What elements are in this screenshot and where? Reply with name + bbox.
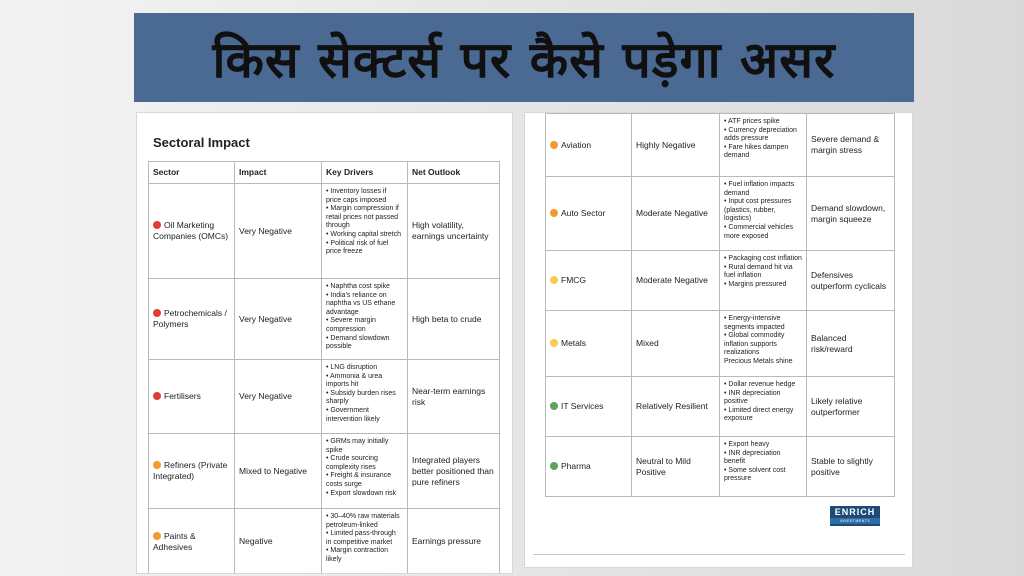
status-dot-icon (550, 276, 558, 284)
right-document-panel (524, 112, 913, 568)
driver-item: • Severe margin compression (326, 317, 376, 333)
status-dot-icon (153, 532, 161, 540)
table-row (546, 114, 895, 177)
driver-item: • Demand slowdown possible (326, 334, 390, 351)
header-net-outlook: Net Outlook (408, 162, 500, 184)
banner-title: किस सेक्टर्स पर कैसे पड़ेगा असर (212, 30, 836, 89)
driver-item: • Margin compression if retail prices not passed through (326, 205, 399, 230)
sector-name: Auto Sector (561, 208, 606, 218)
status-dot-icon (153, 461, 161, 469)
sector-cell (149, 279, 235, 360)
impact-cell: Very Negative (235, 360, 322, 434)
driver-item: • Packaging cost inflation (724, 255, 802, 262)
key-drivers-cell (720, 114, 807, 177)
driver-item: • Commercial vehicles more exposed (724, 223, 793, 240)
driver-item: • INR depreciation positive (724, 389, 781, 406)
table-row (546, 311, 895, 377)
sector-cell (149, 360, 235, 434)
sector-cell (546, 377, 632, 437)
driver-item: • Fuel inflation impacts demand (724, 181, 795, 197)
status-dot-icon (550, 402, 558, 410)
net-outlook-cell: Stable to slightly positive (807, 437, 895, 497)
impact-cell: Mixed (632, 311, 720, 377)
impact-cell: Moderate Negative (632, 251, 720, 311)
panel-title: Sectoral Impact (153, 135, 250, 150)
sector-cell (546, 251, 632, 311)
net-outlook-cell: Integrated players better positioned than pure refiners (408, 434, 500, 509)
driver-item: • Inventory losses if price caps imposed (326, 188, 387, 204)
sector-name: Metals (561, 338, 587, 348)
driver-item: • Working capital stretch (326, 230, 402, 238)
key-drivers-cell (720, 437, 807, 497)
table-row (546, 177, 895, 251)
net-outlook-cell: Demand slowdown, margin squeeze (807, 177, 895, 251)
table-row (149, 184, 500, 279)
table-row (149, 434, 500, 509)
status-dot-icon (550, 339, 558, 347)
net-outlook-cell: Earnings pressure (408, 509, 500, 575)
key-drivers-cell (322, 184, 408, 279)
driver-item: • Some solvent cost pressure (724, 466, 786, 483)
title-banner (134, 13, 914, 102)
driver-item: • Political risk of fuel price freeze (326, 239, 389, 256)
key-drivers-cell (720, 311, 807, 377)
status-dot-icon (153, 309, 161, 317)
sector-cell (149, 434, 235, 509)
sector-name: Refiners (Private Integrated) (153, 460, 228, 481)
status-dot-icon (550, 141, 558, 149)
sector-name: Fertilisers (164, 391, 201, 401)
net-outlook-cell: Severe demand & margin stress (807, 114, 895, 177)
sector-impact-table-left (148, 161, 500, 574)
status-dot-icon (153, 221, 161, 229)
sector-name: Oil Marketing Companies (OMCs) (153, 220, 229, 241)
sector-cell (546, 114, 632, 177)
net-outlook-cell: Defensives outperform cyclicals (807, 251, 895, 311)
driver-item: • Ammonia & urea imports hit (326, 372, 383, 389)
table-row (149, 509, 500, 575)
driver-item: • Crude sourcing complexity rises (326, 455, 378, 471)
sector-cell (149, 509, 235, 575)
net-outlook-cell: High volatility, earnings uncertainty (408, 184, 500, 279)
driver-item: • Subsidy burden rises sharply (326, 389, 396, 406)
table-row (546, 377, 895, 437)
logo-main-text: ENRICH (834, 507, 876, 517)
key-drivers-cell (322, 434, 408, 509)
driver-item: • Energy-intensive segments impacted (724, 315, 785, 331)
sector-name: FMCG (561, 275, 587, 285)
key-drivers-cell (720, 177, 807, 251)
sector-cell (546, 311, 632, 377)
enrich-investments-logo (830, 506, 880, 526)
key-drivers-cell (322, 279, 408, 360)
impact-cell: Relatively Resilient (632, 377, 720, 437)
page-bottom-divider (533, 554, 905, 555)
sector-name: Aviation (561, 139, 592, 150)
key-drivers-cell (322, 360, 408, 434)
impact-cell: Negative (235, 509, 322, 575)
sector-name: Petrochemicals / Polymers (153, 308, 227, 329)
impact-cell: Highly Negative (632, 114, 720, 177)
left-document-panel (136, 112, 513, 574)
impact-cell: Mixed to Negative (235, 434, 322, 509)
net-outlook-cell: High beta to crude (408, 279, 500, 360)
driver-item: • Export slowdown risk (326, 489, 397, 497)
driver-item: • INR depreciation benefit (724, 449, 781, 466)
driver-item: • Input cost pressures (plastics, rubber, logistics) (724, 198, 792, 223)
driver-item: • Margin contraction likely (326, 547, 388, 563)
driver-item: • Export heavy (724, 441, 770, 448)
driver-item: • LNG disruption (326, 364, 378, 371)
header-key-drivers: Key Drivers (322, 162, 408, 184)
sector-name: Paints & Adhesives (153, 530, 196, 552)
driver-item: • Rural demand hit via fuel inflation (724, 263, 793, 280)
driver-item: • Margins pressured (724, 280, 787, 288)
table-row (546, 437, 895, 497)
key-drivers-cell (720, 251, 807, 311)
driver-item: • Naphtha cost spike (326, 283, 390, 290)
status-dot-icon (550, 462, 558, 470)
driver-item: • Limited pass-through in competitive market (326, 530, 396, 546)
table-row (149, 360, 500, 434)
table-header-row (149, 162, 500, 184)
sector-cell (149, 184, 235, 279)
driver-item: • ATF prices spike (724, 118, 780, 125)
header-impact: Impact (235, 162, 322, 184)
driver-item: • Freight & insurance costs surge (326, 472, 392, 488)
key-drivers-cell (720, 377, 807, 437)
net-outlook-cell: Likely relative outperformer (807, 377, 895, 437)
net-outlook-cell: Near-term earnings risk (408, 360, 500, 434)
driver-item: Precious Metals shine (724, 357, 793, 365)
driver-item: • Limited direct energy exposure (724, 406, 794, 423)
driver-item: • India's reliance on naphtha vs US ethane advantage (326, 291, 396, 316)
driver-item: • Fare hikes dampen demand (724, 143, 789, 160)
sector-cell (546, 437, 632, 497)
impact-cell: Very Negative (235, 279, 322, 360)
table-row (546, 251, 895, 311)
net-outlook-cell: Balanced risk/reward (807, 311, 895, 377)
logo-sub-text: INVESTMENTS (830, 518, 880, 524)
driver-item: • GRMs may initially spike (326, 438, 389, 454)
driver-item: • Currency depreciation adds pressure (724, 126, 797, 143)
status-dot-icon (550, 209, 558, 217)
sector-impact-table-right (545, 113, 895, 497)
impact-cell: Neutral to Mild Positive (632, 437, 720, 497)
driver-item: • Government intervention likely (326, 406, 380, 423)
driver-item: • 30–40% raw materials petroleum-linked (326, 513, 400, 529)
driver-item: • Global commodity inflation supports realizations (724, 332, 785, 357)
header-sector: Sector (149, 162, 235, 184)
key-drivers-cell (322, 509, 408, 575)
sector-cell (546, 177, 632, 251)
driver-item: • Dollar revenue hedge (724, 381, 796, 388)
impact-cell: Very Negative (235, 184, 322, 279)
status-dot-icon (153, 392, 161, 400)
sector-name: Pharma (561, 461, 591, 471)
sector-name: IT Services (561, 401, 604, 411)
impact-cell: Moderate Negative (632, 177, 720, 251)
table-row (149, 279, 500, 360)
